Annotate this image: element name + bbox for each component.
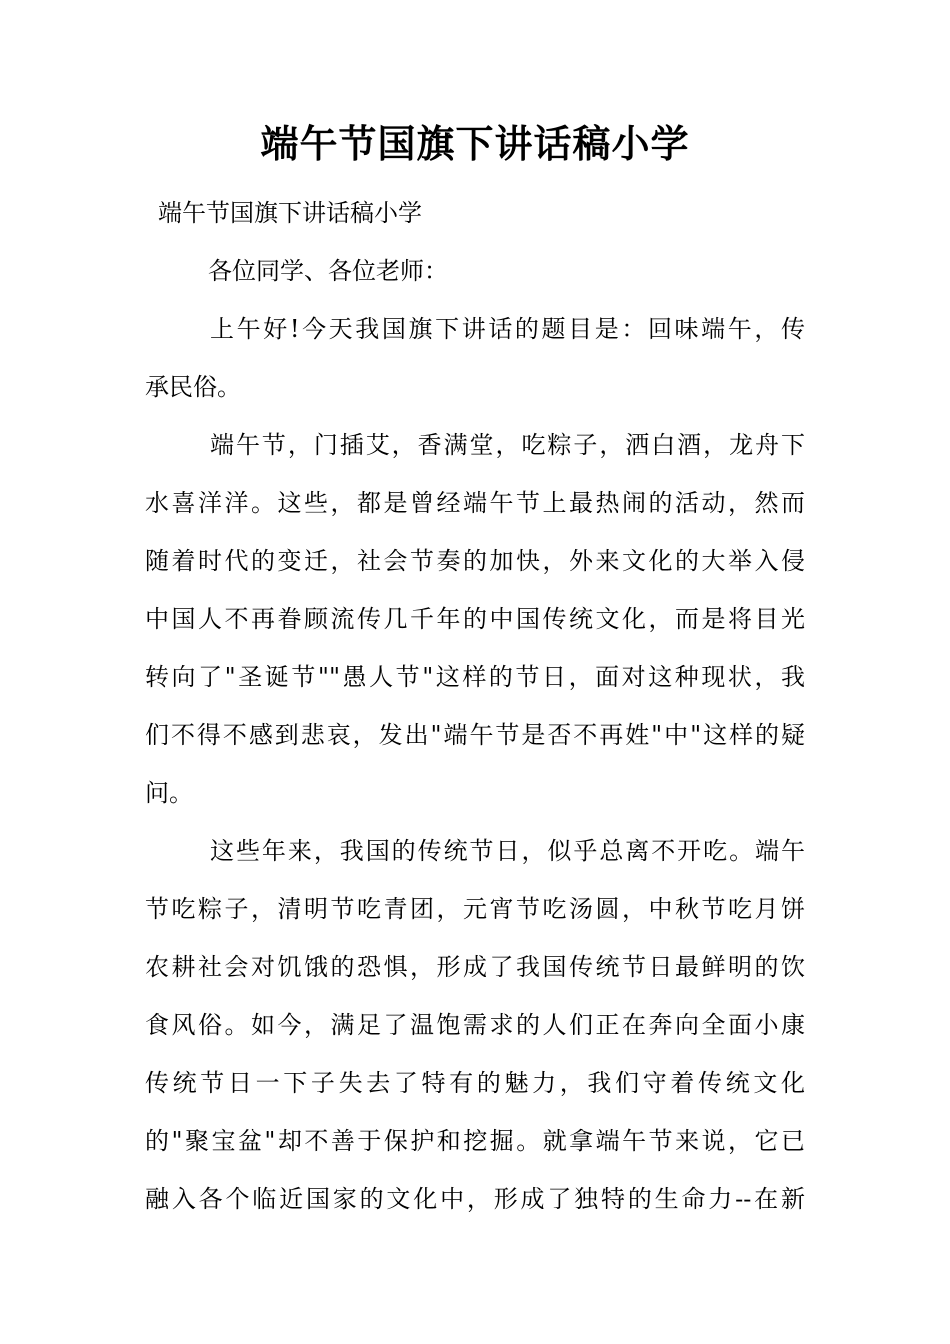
subtitle-line: 端午节国旗下讲话稿小学 bbox=[158, 199, 422, 227]
paragraph-line: 这些年来，我国的传统节日，似乎总离不开吃。端午 bbox=[210, 837, 805, 865]
paragraph-line: 融入各个临近国家的文化中，形成了独特的生命力--在新 bbox=[145, 1185, 805, 1213]
paragraph-line: 问。 bbox=[145, 779, 193, 807]
paragraph-line: 传统节日一下子失去了特有的魅力，我们守着传统文化 bbox=[145, 1069, 805, 1097]
paragraph-line: 农耕社会对饥饿的恐惧，形成了我国传统节日最鲜明的饮 bbox=[145, 953, 805, 981]
paragraph-line: 食风俗。如今，满足了温饱需求的人们正在奔向全面小康 bbox=[145, 1011, 805, 1039]
salutation-line: 各位同学、各位老师： bbox=[208, 257, 448, 285]
paragraph-line: 上午好!今天我国旗下讲话的题目是：回味端午，传 bbox=[210, 315, 805, 343]
paragraph-line: 随着时代的变迁，社会节奏的加快，外来文化的大举入侵 bbox=[145, 547, 805, 575]
paragraph-line: 的"聚宝盆"却不善于保护和挖掘。就拿端午节来说，它已 bbox=[145, 1127, 805, 1155]
paragraph-line: 端午节，门插艾，香满堂，吃粽子，洒白酒，龙舟下 bbox=[210, 431, 805, 459]
paragraph-line: 水喜洋洋。这些，都是曾经端午节上最热闹的活动，然而 bbox=[145, 489, 805, 517]
paragraph-line: 节吃粽子，清明节吃青团，元宵节吃汤圆，中秋节吃月饼 bbox=[145, 895, 805, 923]
paragraph-line: 承民俗。 bbox=[145, 373, 241, 401]
paragraph-line: 中国人不再眷顾流传几千年的中国传统文化，而是将目光 bbox=[145, 605, 805, 633]
paragraph-line: 们不得不感到悲哀，发出"端午节是否不再姓"中"这样的疑 bbox=[145, 721, 805, 749]
document-title: 端午节国旗下讲话稿小学 bbox=[260, 121, 690, 166]
paragraph-line: 转向了"圣诞节""愚人节"这样的节日，面对这种现状，我 bbox=[145, 663, 805, 691]
